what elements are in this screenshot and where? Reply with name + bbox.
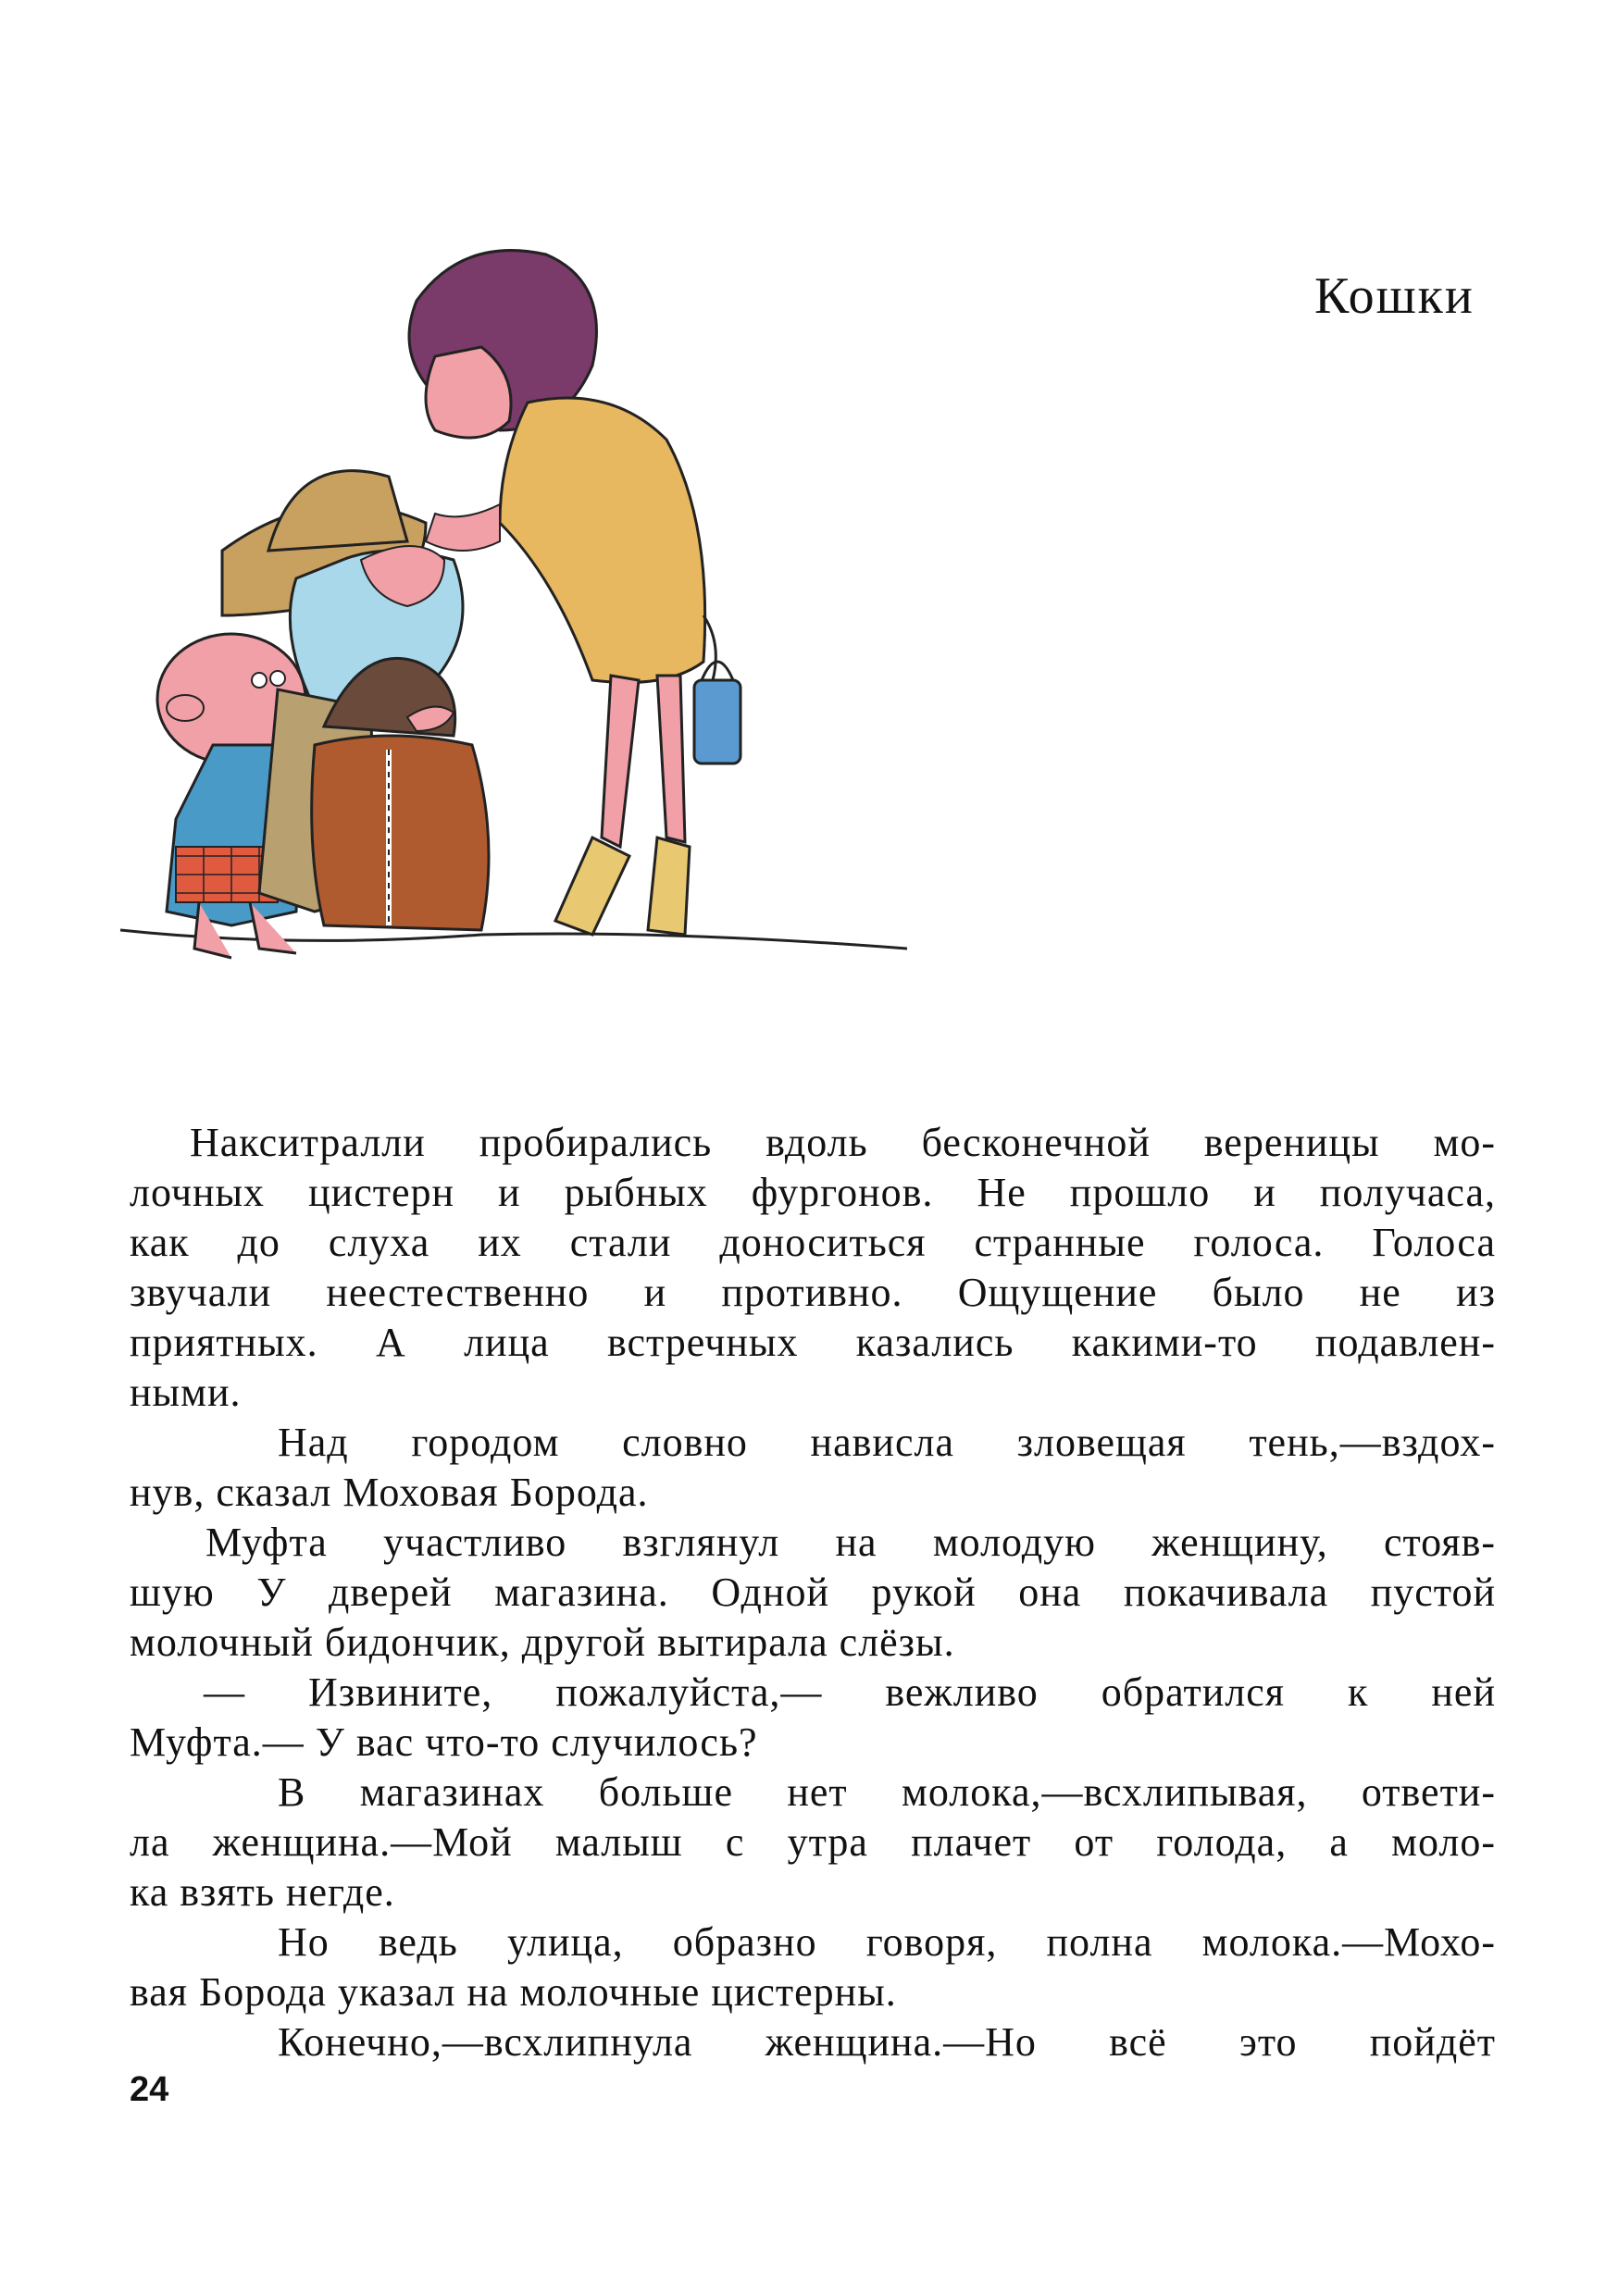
ground-line [120, 930, 907, 949]
text-line: нув, сказал Моховая Борода. [130, 1470, 649, 1515]
text-line: Над городом словно нависла зловещая тень,—вздох- [278, 1420, 1496, 1465]
text-line: приятных. А лица встречных казались какими-то подавлен- [130, 1320, 1496, 1365]
text-line: Муфта участливо взглянул на молодую женщину, стояв- [205, 1520, 1496, 1565]
text-line: как до слуха их стали доноситься странные голоса. Голоса [130, 1220, 1496, 1265]
text-line: Муфта.— У вас что-то случилось? [130, 1719, 758, 1765]
text-line: Накситралли пробирались вдоль бесконечной вереницы мо- [190, 1120, 1496, 1165]
text-line: звучали неестественно и противно. Ощущение было не из [130, 1270, 1496, 1315]
text-line: ла женщина.—Мой малыш с утра плачет от голода, а моло- [130, 1819, 1496, 1865]
illustration [111, 245, 1027, 1032]
text-line: ка взять негде. [130, 1869, 395, 1915]
page-number: 24 [130, 2070, 169, 2109]
text-line: молочный бидончик, другой вытирала слёзы. [130, 1620, 955, 1665]
text-line: лочных цистерн и рыбных фургонов. Не прошло и получаса, [130, 1170, 1496, 1215]
text-line: шую У дверей магазина. Одной рукой она покачивала пустой [130, 1570, 1496, 1615]
text-line: ными. [130, 1370, 242, 1415]
text-line: вая Борода указал на молочные цистерны. [130, 1969, 897, 2015]
text-line: Конечно,—всхлипнула женщина.—Но всё это пойдёт [278, 2019, 1496, 2065]
hedgehog-figure [312, 658, 489, 930]
text-line: Но ведь улица, образно говоря, полна молока.—Мохо- [278, 1919, 1496, 1965]
text-line: В магазинах больше нет молока,—всхлипывая, ответи- [278, 1769, 1496, 1815]
chapter-title: Кошки [1314, 267, 1475, 325]
story-text [130, 1118, 1496, 2067]
text-line: — Извините, пожалуйста,— вежливо обратился к ней [204, 1669, 1496, 1715]
